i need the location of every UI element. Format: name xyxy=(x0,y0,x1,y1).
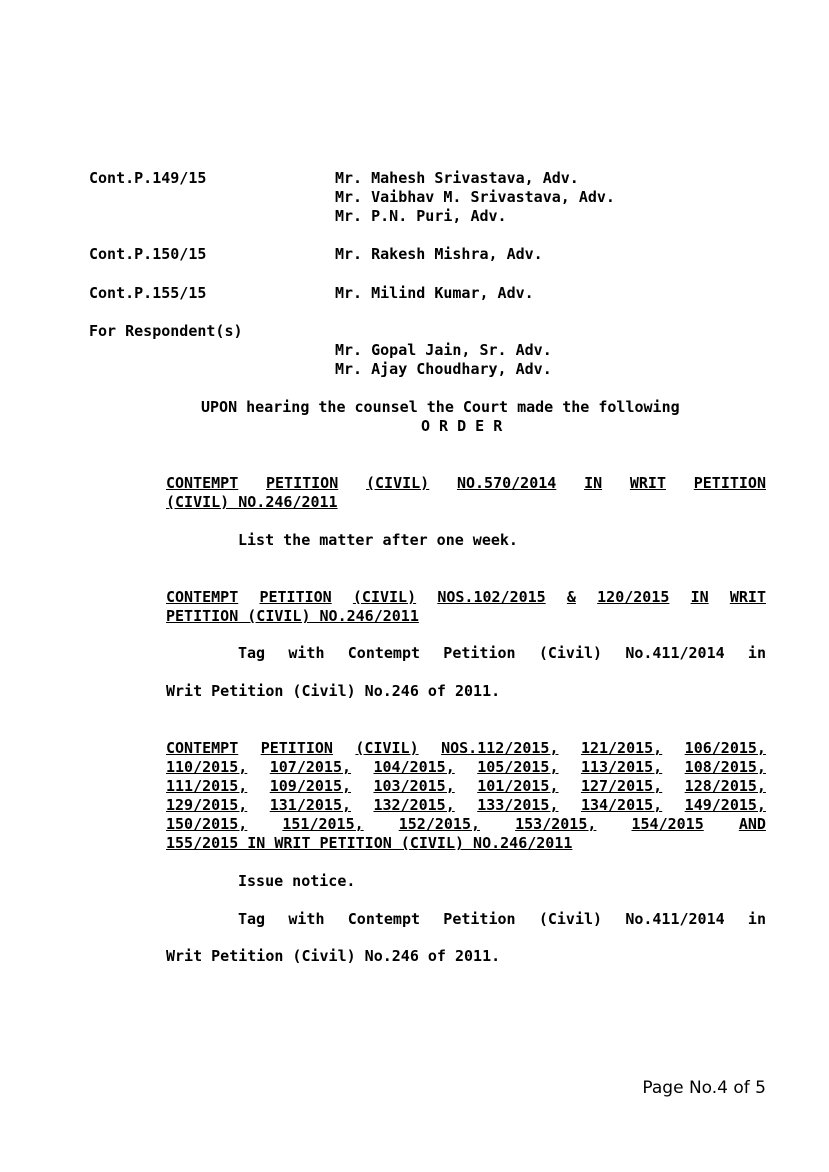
advocate-name: Mr. Vaibhav M. Srivastava, Adv. xyxy=(335,188,615,206)
section-heading-line: CONTEMPT PETITION (CIVIL) NO.570/2014 IN WRIT PETITION xyxy=(166,474,766,492)
section-heading-line: CONTEMPT PETITION (CIVIL) NOS.102/2015 & 120/2015 IN WRIT xyxy=(166,588,766,606)
advocate-name: Mr. P.N. Puri, Adv. xyxy=(335,207,507,225)
case-label-150: Cont.P.150/15 xyxy=(89,245,207,263)
hearing-line: UPON hearing the counsel the Court made the following xyxy=(201,398,680,416)
order-text: Tag with Contempt Petition (Civil) No.411/2014 in xyxy=(238,910,766,928)
section-heading-line: 111/2015, 109/2015, 103/2015, 101/2015, 127/2015, 128/2015, xyxy=(166,777,766,795)
case-label-149: Cont.P.149/15 xyxy=(89,169,207,187)
page-number: Page No.4 of 5 xyxy=(642,1078,766,1098)
section-heading-line: 129/2015, 131/2015, 132/2015, 133/2015, 134/2015, 149/2015, xyxy=(166,796,766,814)
section-heading-line: CONTEMPT PETITION (CIVIL) NOS.112/2015, 121/2015, 106/2015, xyxy=(166,739,766,757)
order-text: Issue notice. xyxy=(238,872,356,890)
advocate-name: Mr. Milind Kumar, Adv. xyxy=(335,284,534,302)
order-text: Writ Petition (Civil) No.246 of 2011. xyxy=(166,947,501,965)
order-text: Writ Petition (Civil) No.246 of 2011. xyxy=(166,682,501,700)
order-heading: O R D E R xyxy=(421,417,503,435)
section-heading-line: PETITION (CIVIL) NO.246/2011 xyxy=(166,607,419,625)
advocate-name: Mr. Ajay Choudhary, Adv. xyxy=(335,360,552,378)
advocate-name: Mr. Mahesh Srivastava, Adv. xyxy=(335,169,579,187)
section-heading-line: 150/2015, 151/2015, 152/2015, 153/2015, 154/2015 AND xyxy=(166,815,766,833)
advocate-name: Mr. Rakesh Mishra, Adv. xyxy=(335,245,543,263)
section-heading-line: (CIVIL) NO.246/2011 xyxy=(166,493,338,511)
order-text: List the matter after one week. xyxy=(238,531,518,549)
advocate-name: Mr. Gopal Jain, Sr. Adv. xyxy=(335,341,552,359)
section-heading-line: 155/2015 IN WRIT PETITION (CIVIL) NO.246/2011 xyxy=(166,834,573,852)
section-heading-line: 110/2015, 107/2015, 104/2015, 105/2015, 113/2015, 108/2015, xyxy=(166,758,766,776)
order-text: Tag with Contempt Petition (Civil) No.411/2014 in xyxy=(238,644,766,662)
case-label-155: Cont.P.155/15 xyxy=(89,284,207,302)
respondents-label: For Respondent(s) xyxy=(89,322,243,340)
